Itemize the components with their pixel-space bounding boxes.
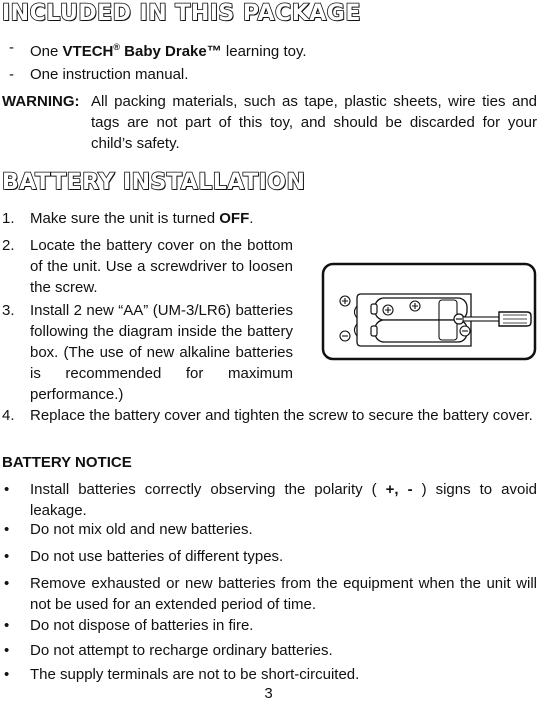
included-item-text: One instruction manual. [30, 66, 189, 83]
step-text: Locate the battery cover on the bottom of the unit. Use a screwdriver to loosen the screw. [30, 237, 293, 296]
page-number: 3 [264, 685, 273, 702]
notice-item [4, 519, 537, 540]
warning-text: All packing materials, such as tape, plastic sheets, wire ties and tags are not part of this toy, and should be discarded for your child’s safety. [91, 93, 537, 152]
step-number: 1. [2, 210, 15, 227]
included-item [9, 64, 537, 85]
included-item-text: One VTECH® Baby Drake™ learning toy. [30, 42, 307, 60]
install-step [2, 235, 293, 298]
dash-marker: - [9, 66, 14, 83]
step-text: Install 2 new “AA” (UM-3/LR6) batteries following the diagram inside the battery box. (The use of new alkaline batteries is recommended for maximum performance.) [30, 302, 293, 403]
notice-item [4, 546, 537, 567]
step-number: 2. [2, 237, 15, 254]
install-step [2, 300, 293, 405]
notice-text: Remove exhausted or new batteries from the equipment when the unit will not be used for an extended period of time. [30, 575, 537, 613]
notice-text: Do not use batteries of different types. [30, 548, 284, 565]
notice-item [4, 640, 537, 661]
step-text: Replace the battery cover and tighten the screw to secure the battery cover. [30, 407, 533, 424]
notice-item [4, 479, 537, 521]
warning-block [2, 91, 537, 154]
step-text: Make sure the unit is turned OFF. [30, 210, 254, 227]
battery-installation-heading: BATTERY INSTALLATION [2, 170, 306, 195]
notice-item [4, 615, 537, 636]
bullet-marker: • [4, 521, 10, 538]
warning-label: WARNING: [2, 93, 80, 110]
bullet-marker: • [4, 666, 10, 683]
install-step [2, 208, 537, 229]
bullet-marker: • [4, 481, 10, 498]
notice-item [4, 664, 537, 685]
included-heading: INCLUDED IN THIS PACKAGE [2, 1, 361, 26]
install-step [2, 405, 537, 447]
dash-marker: - [9, 39, 14, 56]
bullet-marker: • [4, 575, 10, 592]
bullet-marker: • [4, 617, 10, 634]
step-number: 4. [2, 407, 15, 424]
notice-text: Do not dispose of batteries in fire. [30, 617, 254, 634]
notice-item [4, 573, 537, 615]
notice-text: Do not mix old and new batteries. [30, 521, 253, 538]
bullet-marker: • [4, 548, 10, 565]
notice-text: Do not attempt to recharge ordinary batteries. [30, 642, 333, 659]
battery-notice-heading: BATTERY NOTICE [2, 454, 132, 471]
notice-text: Install batteries correctly observing the polarity ( +, - ) signs to avoid leakage. [30, 481, 537, 519]
battery-diagram [321, 262, 537, 361]
step-number: 3. [2, 302, 15, 319]
included-item [9, 37, 537, 58]
bullet-marker: • [4, 642, 10, 659]
notice-text: The supply terminals are not to be short-circuited. [30, 666, 360, 683]
